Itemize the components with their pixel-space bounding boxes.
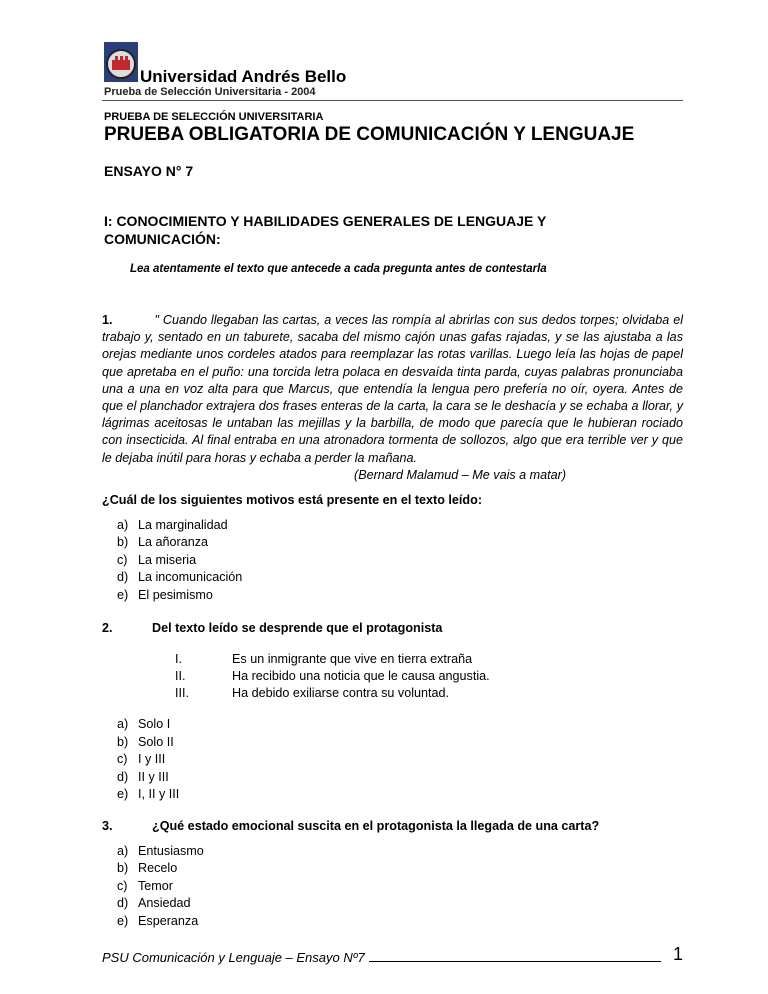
- option[interactable]: c) La miseria: [117, 552, 197, 567]
- question-1-text: ¿Cuál de los siguientes motivos está presente en el texto leído:: [102, 492, 483, 507]
- option[interactable]: d) La incomunicación: [117, 570, 243, 585]
- option[interactable]: d) Ansiedad: [117, 896, 191, 911]
- question-2-statements: [102, 651, 683, 702]
- statement: II. Ha recibido una noticia que le causa angustia.: [175, 669, 490, 684]
- option[interactable]: e) El pesimismo: [117, 587, 213, 602]
- option[interactable]: a) Entusiasmo: [117, 843, 204, 858]
- ensayo-number: ENSAYO N° 7: [104, 163, 194, 179]
- question-3-text: ¿Qué estado emocional suscita en el protagonista la llegada de una carta?: [152, 818, 600, 833]
- footer-rule: [369, 961, 661, 962]
- option[interactable]: c) I y III: [117, 752, 166, 767]
- footer-text: PSU Comunicación y Lenguaje – Ensayo Nº7: [102, 950, 365, 966]
- page-number: 1: [672, 944, 683, 965]
- option[interactable]: c) Temor: [117, 878, 173, 893]
- question-2-options: [102, 716, 683, 804]
- instruction: Lea atentamente el texto que antecede a cada pregunta antes de contestarla: [130, 263, 547, 275]
- option[interactable]: b) Solo II: [117, 734, 174, 749]
- question-3-options: [102, 843, 683, 931]
- question-3-number: 3.: [102, 818, 113, 833]
- option[interactable]: b) La añoranza: [117, 535, 209, 550]
- page-footer: [102, 944, 683, 985]
- question-3-heading: [102, 818, 683, 835]
- option[interactable]: a) La marginalidad: [117, 517, 228, 532]
- option[interactable]: d) II y III: [117, 769, 169, 784]
- questions-column: [102, 312, 683, 985]
- university-name: Universidad Andrés Bello: [140, 67, 347, 86]
- exam-kicker: PRUEBA DE SELECCIÓN UNIVERSITARIA: [104, 111, 324, 123]
- statement: III. Ha debido exiliarse contra su voluntad.: [175, 686, 450, 701]
- question-2-heading: [102, 620, 683, 637]
- option[interactable]: e) I, II y III: [117, 787, 180, 802]
- university-logo-icon: [104, 42, 138, 82]
- statement: I. Es un inmigrante que vive en tierra extraña: [175, 652, 473, 667]
- option[interactable]: b) Recelo: [117, 861, 178, 876]
- passage-text: " Cuando llegaban las cartas, a veces las rompía al abrirlas con sus dedos torpes; olvidaba el trabajo y, sentado en un taburete, sacaba del mismo cajón unas gafas rajadas, y se las ajustaba a las orejas mediante unos cordeles atados para reemplazar las rotas varillas. Luego leía las hojas de papel que apretaba en el puño: una torcida letra polaca en desvaída tinta parda, cuyas palabras pronunciaba una a una en voz alta para que Marcus, que entendía la lengua pero prefería no oír, oyera. Antes de que el planchador extrajera dos frases enteras de la carta, la cara se le deshacía y se echaba a llorar, y lágrimas aceitosas le untaban las mejillas y la barbilla, de modo que parecía que le hubieran rociado con insecticida. Al final entraba en una atronadora tormenta de sollozos, algo que era terrible ver y que le dejaba inútil para horas y echaba a perder la mañana.: [102, 313, 683, 465]
- header-divider: [102, 100, 683, 101]
- citation: (Bernard Malamud – Me vais a matar): [354, 467, 567, 482]
- section-heading: I: CONOCIMIENTO Y HABILIDADES GENERALES DE LENGUAJE Y COMUNICACIÓN:: [104, 213, 547, 247]
- question-2-text: Del texto leído se desprende que el protagonista: [152, 621, 443, 636]
- question-2-number: 2.: [102, 621, 113, 636]
- question-number: 1.: [102, 313, 113, 327]
- option[interactable]: a) Solo I: [117, 717, 171, 732]
- header-subtitle: Prueba de Selección Universitaria - 2004: [104, 86, 316, 98]
- page-title: PRUEBA OBLIGATORIA DE COMUNICACIÓN Y LENGUAJE: [104, 124, 635, 145]
- option[interactable]: e) Esperanza: [117, 913, 199, 928]
- question-1-options: [102, 517, 683, 605]
- question-1-passage: [102, 312, 683, 467]
